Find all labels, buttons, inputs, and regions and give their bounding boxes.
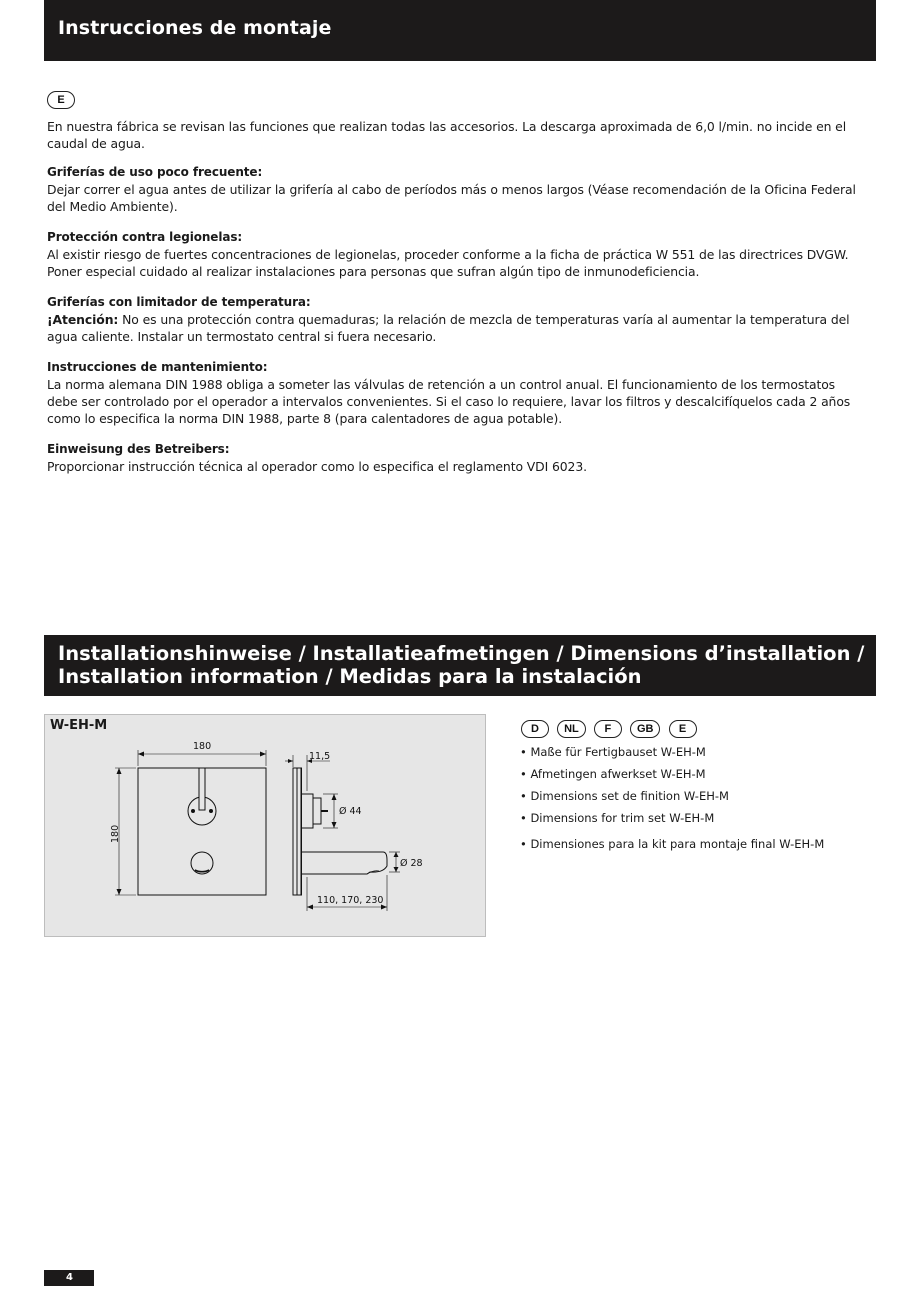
side-handle-knob [313,798,321,824]
header-title: Instrucciones de montaje [58,17,332,39]
section-text [47,311,873,345]
dim-handle-diameter-label: Ø 44 [339,806,362,817]
technical-drawing-panel [44,714,486,937]
section-text: debe ser controlado por el operador a intervalos convenientes. Si el caso lo requiere, lavar los filtros y descalcifíquelos cada 2 años como lo especifica la norma DIN 1988, parte 8 (para calentadores de agua potable). [47,394,851,426]
drawing-title: W-EH-M [50,718,108,733]
section-einweisung [47,441,873,475]
lang-badge-gb: GB [630,720,661,738]
section-text: Dejar correr el agua antes de utilizar la grifería al cabo de períodos más o menos largos (Véase recomendación de la Oficina Federal del Medio Ambiente). [47,182,856,214]
dim-spout-diameter-label: Ø 28 [400,858,423,869]
section-title: Griferías de uso poco frecuente: [47,165,263,179]
section-limitador-temperatura [47,294,873,345]
section-title: Griferías con limitador de temperatura: [47,295,311,309]
list-item: • Afmetingen afwerkset W-EH-M [520,764,824,786]
section-title: Einweisung des Betreibers: [47,442,230,456]
language-badges [521,717,700,738]
lang-badge-e: E [47,91,75,109]
header-installation [44,635,876,696]
list-item: • Dimensiones para la kit para montaje final W-EH-M [520,834,824,856]
section-text: Proporcionar instrucción técnica al operador como lo especifica el reglamento VDI 6023. [47,459,587,474]
intro-paragraph: En nuestra fábrica se revisan las funciones que realizan todas las accesorios. La descarga aproximada de 6,0 l/min. no incide en el caudal de agua. [47,119,847,151]
section-title: Instrucciones de mantenimiento: [47,360,268,374]
attention-label: ¡Atención: [47,312,119,327]
attention-text: No es una protección contra quemaduras; la relación de mezcla de temperaturas varía al aumentar la temperatura del agua caliente. Instalar un termostato central si fuera necesario. [47,312,850,344]
dim-depth-label: 11,5 [309,751,331,762]
dim-height-label: 180 [110,824,121,843]
header-line-1: Installationshinweise / Installatieafmetingen / Dimensions d’installation / [58,642,865,665]
lang-badge-e: E [669,720,697,738]
page-number: 4 [44,1270,94,1286]
instructions-body [47,90,873,489]
section-text: Poner especial cuidado al realizar instalaciones para personas que sufran algún tipo de inmunodeficiencia. [47,264,700,279]
header-instrucciones [44,0,876,61]
side-plate [293,768,297,895]
lang-badge-nl: NL [557,720,586,738]
section-uso-poco-frecuente [47,164,873,215]
section-legionelas [47,229,873,280]
section-title: Protección contra legionelas: [47,230,243,244]
technical-drawing [45,715,487,938]
side-handle-body [301,794,313,828]
spout-outlet [191,852,213,874]
lever-handle [199,768,205,810]
dim-spout-length-label: 110, 170, 230 [317,895,384,906]
lang-badge-d: D [521,720,549,738]
dimension-list [520,742,824,856]
list-item: • Maße für Fertigbauset W-EH-M [520,742,824,764]
list-item: • Dimensions set de finition W-EH-M [520,786,824,808]
section-mantenimiento [47,359,873,427]
list-item: • Dimensions for trim set W-EH-M [520,808,824,834]
lang-badge-f: F [594,720,622,738]
dim-width-label: 180 [193,741,212,752]
header-line-2: Installation information / Medidas para la instalación [58,665,642,688]
section-text: La norma alemana DIN 1988 obliga a someter las válvulas de retención a un control anual. El funcionamiento de los termostatos [47,377,836,392]
section-text: Al existir riesgo de fuertes concentraciones de legionelas, proceder conforme a la ficha de práctica W 551 de las directrices DVGW. [47,247,849,262]
